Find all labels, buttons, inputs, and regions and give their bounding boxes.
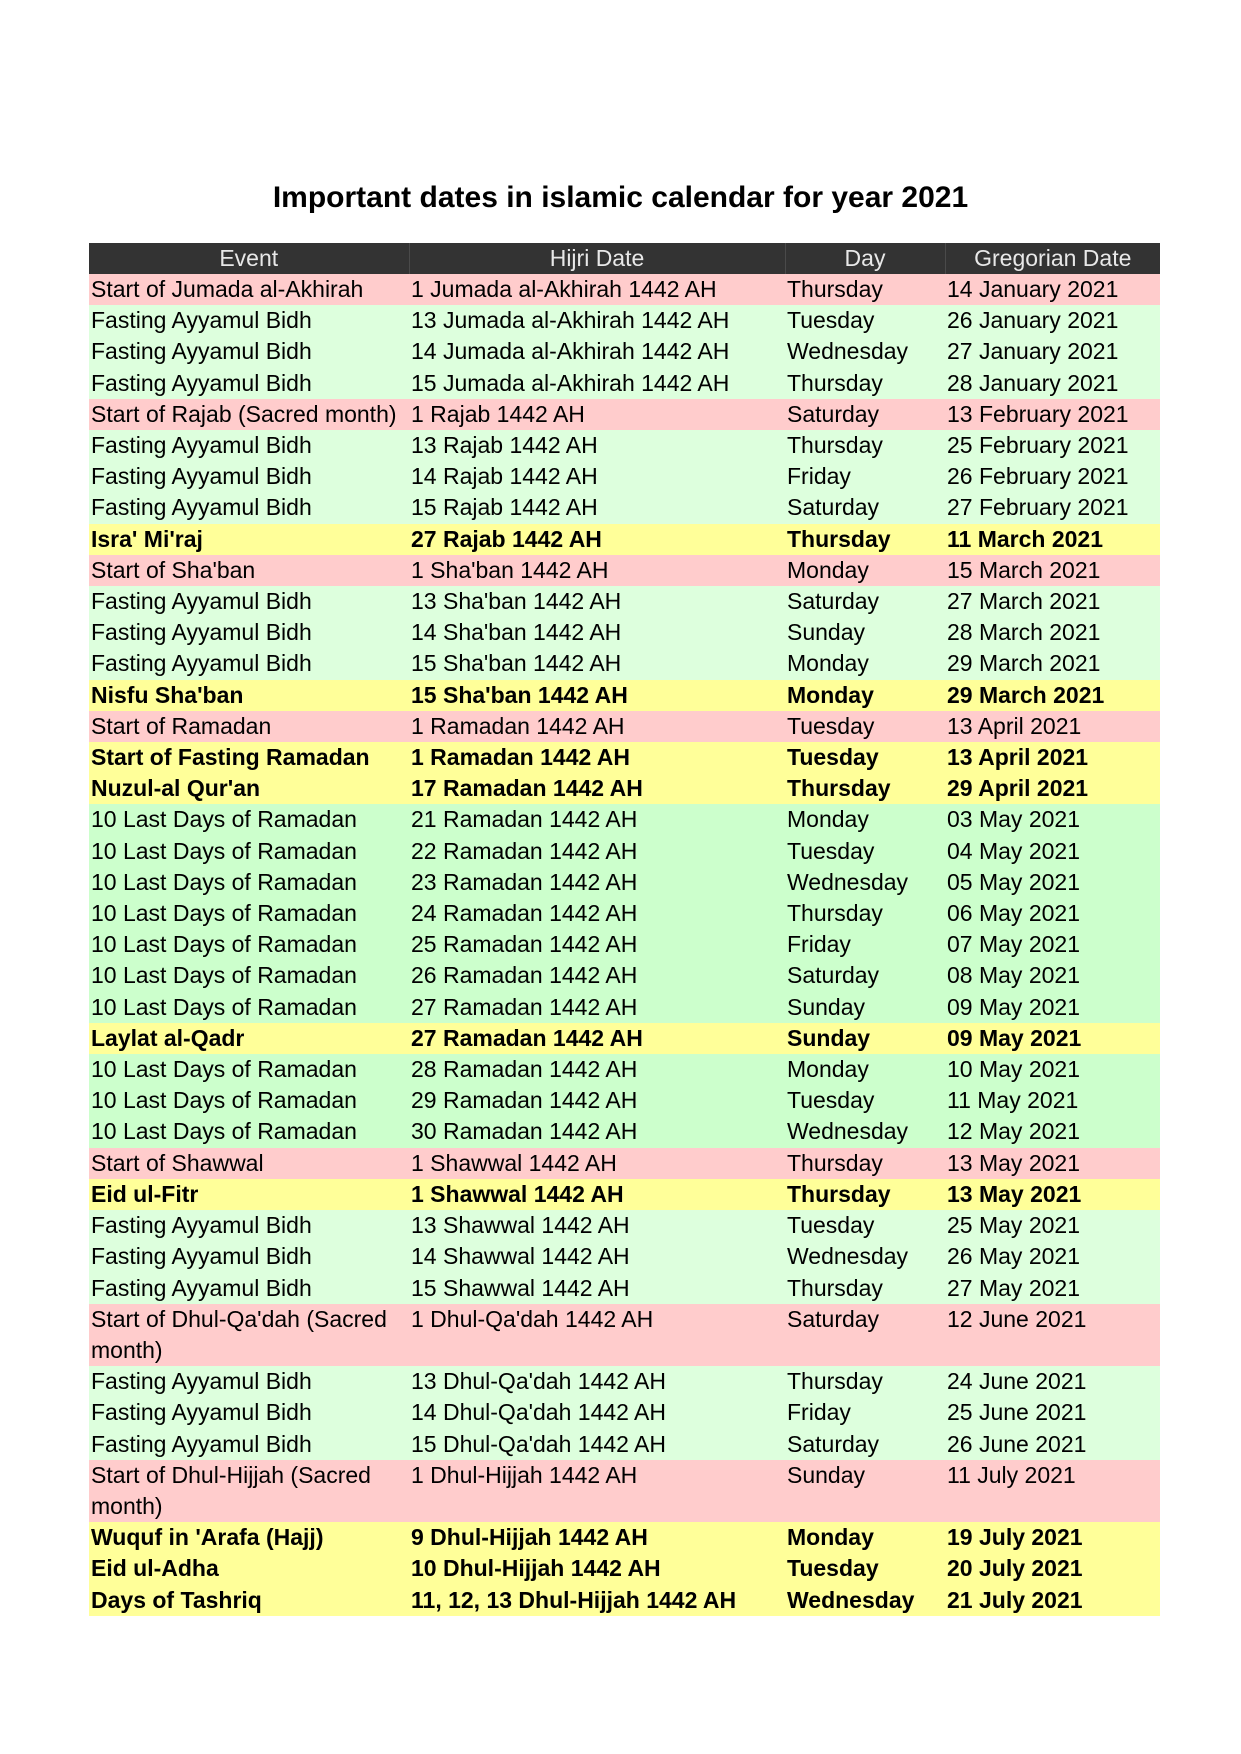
cell-day: Wednesday [785, 1585, 945, 1616]
cell-gregorian-date: 13 April 2021 [945, 742, 1160, 773]
cell-day: Tuesday [785, 1085, 945, 1116]
cell-event: Fasting Ayyamul Bidh [89, 1210, 409, 1241]
cell-gregorian-date: 08 May 2021 [945, 960, 1160, 991]
cell-gregorian-date: 11 May 2021 [945, 1085, 1160, 1116]
table-row [89, 680, 1160, 711]
header-hijri-date: Hijri Date [409, 243, 785, 274]
cell-hijri-date: 1 Shawwal 1442 AH [409, 1179, 785, 1210]
cell-day: Monday [785, 680, 945, 711]
table-row [89, 1148, 1160, 1179]
table-row [89, 1304, 1160, 1366]
cell-event: Start of Dhul-Hijjah (Sacred month) [89, 1460, 409, 1522]
cell-hijri-date: 9 Dhul-Hijjah 1442 AH [409, 1522, 785, 1553]
cell-hijri-date: 14 Shawwal 1442 AH [409, 1241, 785, 1272]
cell-day: Thursday [785, 898, 945, 929]
cell-hijri-date: 15 Dhul-Qa'dah 1442 AH [409, 1429, 785, 1460]
table-row [89, 336, 1160, 367]
cell-event: Start of Jumada al-Akhirah [89, 274, 409, 305]
cell-gregorian-date: 29 April 2021 [945, 773, 1160, 804]
cell-hijri-date: 29 Ramadan 1442 AH [409, 1085, 785, 1116]
table-row [89, 1179, 1160, 1210]
cell-hijri-date: 15 Sha'ban 1442 AH [409, 648, 785, 679]
cell-hijri-date: 15 Sha'ban 1442 AH [409, 680, 785, 711]
cell-gregorian-date: 25 February 2021 [945, 430, 1160, 461]
table-row [89, 524, 1160, 555]
cell-hijri-date: 1 Ramadan 1442 AH [409, 742, 785, 773]
header-day: Day [785, 243, 945, 274]
cell-event: Fasting Ayyamul Bidh [89, 430, 409, 461]
cell-hijri-date: 13 Jumada al-Akhirah 1442 AH [409, 305, 785, 336]
cell-gregorian-date: 21 July 2021 [945, 1585, 1160, 1616]
cell-gregorian-date: 13 February 2021 [945, 399, 1160, 430]
cell-hijri-date: 1 Dhul-Hijjah 1442 AH [409, 1460, 785, 1522]
cell-gregorian-date: 28 March 2021 [945, 617, 1160, 648]
cell-day: Thursday [785, 274, 945, 305]
cell-hijri-date: 1 Dhul-Qa'dah 1442 AH [409, 1304, 785, 1366]
cell-gregorian-date: 11 July 2021 [945, 1460, 1160, 1522]
cell-event: Start of Fasting Ramadan [89, 742, 409, 773]
cell-day: Thursday [785, 430, 945, 461]
cell-hijri-date: 1 Rajab 1442 AH [409, 399, 785, 430]
table-row [89, 929, 1160, 960]
table-body [89, 274, 1160, 1616]
cell-event: Fasting Ayyamul Bidh [89, 305, 409, 336]
cell-event: Start of Dhul-Qa'dah (Sacred month) [89, 1304, 409, 1366]
cell-event: Fasting Ayyamul Bidh [89, 1241, 409, 1272]
cell-gregorian-date: 27 February 2021 [945, 492, 1160, 523]
cell-day: Monday [785, 555, 945, 586]
cell-gregorian-date: 26 February 2021 [945, 461, 1160, 492]
table-row [89, 1085, 1160, 1116]
cell-hijri-date: 23 Ramadan 1442 AH [409, 867, 785, 898]
cell-hijri-date: 1 Sha'ban 1442 AH [409, 555, 785, 586]
cell-gregorian-date: 10 May 2021 [945, 1054, 1160, 1085]
table-row [89, 1429, 1160, 1460]
cell-day: Thursday [785, 1148, 945, 1179]
table-row [89, 1397, 1160, 1428]
cell-gregorian-date: 19 July 2021 [945, 1522, 1160, 1553]
cell-event: 10 Last Days of Ramadan [89, 929, 409, 960]
cell-gregorian-date: 09 May 2021 [945, 1023, 1160, 1054]
cell-gregorian-date: 26 January 2021 [945, 305, 1160, 336]
cell-day: Thursday [785, 773, 945, 804]
cell-day: Saturday [785, 1429, 945, 1460]
cell-gregorian-date: 25 May 2021 [945, 1210, 1160, 1241]
cell-day: Saturday [785, 492, 945, 523]
table-row [89, 274, 1160, 305]
cell-hijri-date: 26 Ramadan 1442 AH [409, 960, 785, 991]
cell-gregorian-date: 09 May 2021 [945, 992, 1160, 1023]
table-row [89, 867, 1160, 898]
cell-event: Fasting Ayyamul Bidh [89, 1429, 409, 1460]
table-row [89, 804, 1160, 835]
cell-event: Laylat al-Qadr [89, 1023, 409, 1054]
cell-gregorian-date: 29 March 2021 [945, 680, 1160, 711]
cell-event: Days of Tashriq [89, 1585, 409, 1616]
table-row [89, 742, 1160, 773]
cell-day: Saturday [785, 960, 945, 991]
cell-day: Thursday [785, 1366, 945, 1397]
cell-day: Monday [785, 804, 945, 835]
cell-day: Thursday [785, 368, 945, 399]
cell-event: 10 Last Days of Ramadan [89, 804, 409, 835]
cell-day: Monday [785, 648, 945, 679]
cell-gregorian-date: 26 May 2021 [945, 1241, 1160, 1272]
cell-day: Sunday [785, 1023, 945, 1054]
page-title: Important dates in islamic calendar for year 2021 [272, 181, 969, 214]
cell-hijri-date: 14 Rajab 1442 AH [409, 461, 785, 492]
cell-day: Tuesday [785, 305, 945, 336]
cell-event: 10 Last Days of Ramadan [89, 1054, 409, 1085]
table-row [89, 898, 1160, 929]
cell-gregorian-date: 13 April 2021 [945, 711, 1160, 742]
cell-gregorian-date: 27 May 2021 [945, 1273, 1160, 1304]
cell-gregorian-date: 14 January 2021 [945, 274, 1160, 305]
cell-hijri-date: 30 Ramadan 1442 AH [409, 1116, 785, 1147]
cell-day: Sunday [785, 992, 945, 1023]
cell-event: Wuquf in 'Arafa (Hajj) [89, 1522, 409, 1553]
cell-gregorian-date: 05 May 2021 [945, 867, 1160, 898]
cell-hijri-date: 27 Ramadan 1442 AH [409, 992, 785, 1023]
cell-gregorian-date: 12 May 2021 [945, 1116, 1160, 1147]
table-row [89, 430, 1160, 461]
cell-gregorian-date: 25 June 2021 [945, 1397, 1160, 1428]
table-row [89, 960, 1160, 991]
cell-day: Wednesday [785, 1241, 945, 1272]
table-row [89, 461, 1160, 492]
cell-event: Start of Sha'ban [89, 555, 409, 586]
cell-hijri-date: 13 Rajab 1442 AH [409, 430, 785, 461]
cell-gregorian-date: 13 May 2021 [945, 1179, 1160, 1210]
table-row [89, 1054, 1160, 1085]
cell-hijri-date: 13 Shawwal 1442 AH [409, 1210, 785, 1241]
cell-event: 10 Last Days of Ramadan [89, 836, 409, 867]
cell-hijri-date: 28 Ramadan 1442 AH [409, 1054, 785, 1085]
table-row [89, 992, 1160, 1023]
cell-event: Eid ul-Fitr [89, 1179, 409, 1210]
cell-event: Nuzul-al Qur'an [89, 773, 409, 804]
cell-event: Eid ul-Adha [89, 1553, 409, 1584]
table-row [89, 1210, 1160, 1241]
cell-event: 10 Last Days of Ramadan [89, 1116, 409, 1147]
table-row [89, 1366, 1160, 1397]
cell-day: Friday [785, 929, 945, 960]
cell-event: Fasting Ayyamul Bidh [89, 617, 409, 648]
cell-gregorian-date: 27 January 2021 [945, 336, 1160, 367]
cell-event: Fasting Ayyamul Bidh [89, 368, 409, 399]
cell-event: Fasting Ayyamul Bidh [89, 1366, 409, 1397]
cell-event: Fasting Ayyamul Bidh [89, 336, 409, 367]
table-row [89, 1273, 1160, 1304]
table-row [89, 1116, 1160, 1147]
cell-event: Start of Rajab (Sacred month) [89, 399, 409, 430]
cell-hijri-date: 13 Sha'ban 1442 AH [409, 586, 785, 617]
cell-day: Saturday [785, 586, 945, 617]
cell-day: Wednesday [785, 867, 945, 898]
cell-day: Sunday [785, 1460, 945, 1522]
cell-day: Monday [785, 1054, 945, 1085]
cell-gregorian-date: 04 May 2021 [945, 836, 1160, 867]
cell-event: Fasting Ayyamul Bidh [89, 1273, 409, 1304]
cell-day: Thursday [785, 1273, 945, 1304]
cell-hijri-date: 1 Jumada al-Akhirah 1442 AH [409, 274, 785, 305]
table-row [89, 492, 1160, 523]
cell-hijri-date: 15 Shawwal 1442 AH [409, 1273, 785, 1304]
cell-gregorian-date: 12 June 2021 [945, 1304, 1160, 1366]
dates-table [89, 243, 1160, 1616]
cell-day: Saturday [785, 399, 945, 430]
table-header [89, 243, 1160, 274]
cell-gregorian-date: 24 June 2021 [945, 1366, 1160, 1397]
table-row [89, 836, 1160, 867]
cell-day: Wednesday [785, 1116, 945, 1147]
cell-day: Saturday [785, 1304, 945, 1366]
cell-gregorian-date: 26 June 2021 [945, 1429, 1160, 1460]
cell-day: Thursday [785, 1179, 945, 1210]
cell-event: Start of Ramadan [89, 711, 409, 742]
header-gregorian-date: Gregorian Date [945, 243, 1160, 274]
cell-gregorian-date: 03 May 2021 [945, 804, 1160, 835]
cell-gregorian-date: 29 March 2021 [945, 648, 1160, 679]
cell-gregorian-date: 07 May 2021 [945, 929, 1160, 960]
cell-event: 10 Last Days of Ramadan [89, 867, 409, 898]
table-row [89, 586, 1160, 617]
cell-hijri-date: 22 Ramadan 1442 AH [409, 836, 785, 867]
cell-gregorian-date: 06 May 2021 [945, 898, 1160, 929]
table-row [89, 305, 1160, 336]
cell-hijri-date: 1 Shawwal 1442 AH [409, 1148, 785, 1179]
cell-hijri-date: 27 Ramadan 1442 AH [409, 1023, 785, 1054]
cell-hijri-date: 17 Ramadan 1442 AH [409, 773, 785, 804]
cell-hijri-date: 13 Dhul-Qa'dah 1442 AH [409, 1366, 785, 1397]
cell-event: 10 Last Days of Ramadan [89, 1085, 409, 1116]
cell-hijri-date: 11, 12, 13 Dhul-Hijjah 1442 AH [409, 1585, 785, 1616]
cell-hijri-date: 21 Ramadan 1442 AH [409, 804, 785, 835]
cell-event: Start of Shawwal [89, 1148, 409, 1179]
cell-hijri-date: 14 Sha'ban 1442 AH [409, 617, 785, 648]
cell-event: Fasting Ayyamul Bidh [89, 648, 409, 679]
cell-day: Friday [785, 1397, 945, 1428]
table-row [89, 1460, 1160, 1522]
table-row [89, 617, 1160, 648]
cell-event: 10 Last Days of Ramadan [89, 898, 409, 929]
cell-day: Monday [785, 1522, 945, 1553]
header-event: Event [89, 243, 409, 274]
table-row [89, 399, 1160, 430]
table-row [89, 648, 1160, 679]
table-row [89, 1522, 1160, 1553]
cell-gregorian-date: 27 March 2021 [945, 586, 1160, 617]
cell-hijri-date: 15 Jumada al-Akhirah 1442 AH [409, 368, 785, 399]
table-row [89, 1023, 1160, 1054]
cell-day: Sunday [785, 617, 945, 648]
cell-hijri-date: 25 Ramadan 1442 AH [409, 929, 785, 960]
cell-gregorian-date: 20 July 2021 [945, 1553, 1160, 1584]
table-row [89, 1553, 1160, 1584]
cell-event: 10 Last Days of Ramadan [89, 960, 409, 991]
cell-day: Tuesday [785, 1553, 945, 1584]
table-row [89, 1241, 1160, 1272]
cell-day: Tuesday [785, 742, 945, 773]
cell-hijri-date: 1 Ramadan 1442 AH [409, 711, 785, 742]
cell-gregorian-date: 15 March 2021 [945, 555, 1160, 586]
table-row [89, 1585, 1160, 1616]
cell-gregorian-date: 28 January 2021 [945, 368, 1160, 399]
cell-day: Tuesday [785, 1210, 945, 1241]
cell-event: Nisfu Sha'ban [89, 680, 409, 711]
cell-event: Fasting Ayyamul Bidh [89, 586, 409, 617]
cell-day: Friday [785, 461, 945, 492]
table-row [89, 773, 1160, 804]
cell-day: Tuesday [785, 836, 945, 867]
cell-hijri-date: 14 Dhul-Qa'dah 1442 AH [409, 1397, 785, 1428]
cell-gregorian-date: 13 May 2021 [945, 1148, 1160, 1179]
cell-event: Fasting Ayyamul Bidh [89, 461, 409, 492]
cell-hijri-date: 27 Rajab 1442 AH [409, 524, 785, 555]
table-row [89, 555, 1160, 586]
cell-event: Isra' Mi'raj [89, 524, 409, 555]
cell-event: Fasting Ayyamul Bidh [89, 1397, 409, 1428]
cell-day: Tuesday [785, 711, 945, 742]
cell-day: Wednesday [785, 336, 945, 367]
cell-hijri-date: 24 Ramadan 1442 AH [409, 898, 785, 929]
cell-event: Fasting Ayyamul Bidh [89, 492, 409, 523]
cell-hijri-date: 15 Rajab 1442 AH [409, 492, 785, 523]
cell-day: Thursday [785, 524, 945, 555]
cell-event: 10 Last Days of Ramadan [89, 992, 409, 1023]
cell-hijri-date: 10 Dhul-Hijjah 1442 AH [409, 1553, 785, 1584]
table-row [89, 368, 1160, 399]
header-row [89, 243, 1160, 274]
cell-hijri-date: 14 Jumada al-Akhirah 1442 AH [409, 336, 785, 367]
cell-gregorian-date: 11 March 2021 [945, 524, 1160, 555]
table-row [89, 711, 1160, 742]
